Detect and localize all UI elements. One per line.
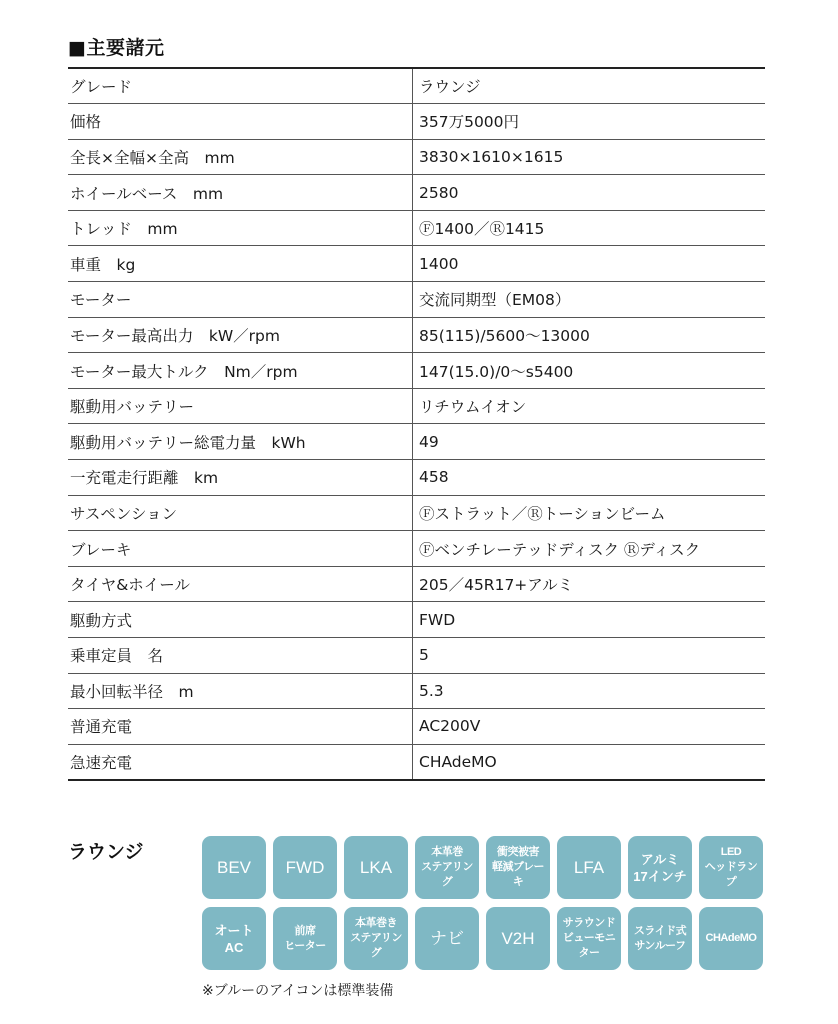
page-title: ■主要諸元 [68, 37, 165, 59]
equipment-badge-icon [415, 836, 479, 899]
equipment-badge-label: LKA [359, 857, 393, 877]
spec-value: 3830×1610×1615 [413, 139, 766, 175]
spec-label: ブレーキ [68, 531, 413, 567]
spec-row [68, 353, 765, 389]
spec-value: 147(15.0)/0〜s5400 [413, 353, 766, 389]
spec-value: ラウンジ [413, 68, 766, 104]
spec-row [68, 388, 765, 424]
equipment-badge-icon [415, 907, 479, 970]
spec-value: 5 [413, 638, 766, 674]
spec-label: 駆動方式 [68, 602, 413, 638]
equipment-badge-icon [273, 907, 337, 970]
spec-label: 急速充電 [68, 744, 413, 780]
equipment-badge-label: ナビ [430, 928, 464, 948]
equipment-badge-icon [344, 907, 408, 970]
equipment-badge-icon [557, 907, 621, 970]
equipment-badge-icon [699, 907, 763, 970]
equipment-badge-icon [628, 836, 692, 899]
spec-label: 普通充電 [68, 709, 413, 745]
spec-label: モーター最大トルク Nm／rpm [68, 353, 413, 389]
spec-row [68, 246, 765, 282]
spec-label: トレッド mm [68, 210, 413, 246]
spec-row [68, 709, 765, 745]
spec-row [68, 104, 765, 140]
equipment-badge-icon [699, 836, 763, 899]
equipment-badge-label: 衝突被害 軽減ブレーキ [491, 846, 545, 888]
spec-row [68, 638, 765, 674]
spec-label: タイヤ&ホイール [68, 566, 413, 602]
equipment-badge-label: 前席 ヒーター [284, 924, 326, 952]
spec-row [68, 175, 765, 211]
spec-label: モーター最高出力 kW／rpm [68, 317, 413, 353]
spec-value: 85(115)/5600〜13000 [413, 317, 766, 353]
spec-value: 205／45R17+アルミ [413, 566, 766, 602]
spec-value: AC200V [413, 709, 766, 745]
equipment-badge-label: LED ヘッドランプ [704, 846, 758, 888]
equipment-badge-label: LFA [573, 857, 605, 877]
spec-value: Ⓕ1400／Ⓡ1415 [413, 210, 766, 246]
spec-value: 357万5000円 [413, 104, 766, 140]
spec-value: リチウムイオン [413, 388, 766, 424]
spec-label: モーター [68, 282, 413, 318]
equipment-badge-icon [273, 836, 337, 899]
equipment-badge-label: FWD [285, 857, 325, 877]
spec-row [68, 282, 765, 318]
grade-name: ラウンジ [68, 841, 144, 863]
equipment-badge-label: CHAdeMO [705, 932, 757, 944]
equipment-badge-label: アルミ 17インチ [633, 851, 687, 884]
spec-value: FWD [413, 602, 766, 638]
spec-value: 1400 [413, 246, 766, 282]
equipment-badge-icon [486, 836, 550, 899]
spec-value: CHAdeMO [413, 744, 766, 780]
equipment-badge-icon [202, 836, 266, 899]
spec-label: サスペンション [68, 495, 413, 531]
spec-row [68, 317, 765, 353]
spec-label: 価格 [68, 104, 413, 140]
spec-label: 乗車定員 名 [68, 638, 413, 674]
legend-note: ※ブルーのアイコンは標準装備 [202, 983, 394, 999]
spec-value: 交流同期型（EM08） [413, 282, 766, 318]
equipment-badge-label: 本革巻 ステアリング [421, 846, 473, 888]
equipment-badge-label: BEV [216, 857, 252, 877]
spec-label: ホイールベース mm [68, 175, 413, 211]
equipment-badge-icon [486, 907, 550, 970]
spec-row [68, 744, 765, 780]
equipment-badge-icon [557, 836, 621, 899]
equipment-badge-label: V2H [501, 928, 535, 948]
spec-row [68, 139, 765, 175]
spec-label: 駆動用バッテリー総電力量 kWh [68, 424, 413, 460]
spec-value: 2580 [413, 175, 766, 211]
spec-label: 車重 kg [68, 246, 413, 282]
spec-row [68, 673, 765, 709]
equipment-badge-label: サラウンド ビューモニター [562, 917, 616, 959]
spec-row [68, 602, 765, 638]
spec-value: Ⓕストラット／Ⓡトーションビーム [413, 495, 766, 531]
spec-value: 49 [413, 424, 766, 460]
spec-value: 5.3 [413, 673, 766, 709]
equipment-badge-icon [628, 907, 692, 970]
spec-row [68, 424, 765, 460]
spec-row [68, 460, 765, 496]
spec-value: Ⓕベンチレーテッドディスク Ⓡディスク [413, 531, 766, 567]
spec-label: 一充電走行距離 km [68, 460, 413, 496]
spec-label: 全長×全幅×全高 mm [68, 139, 413, 175]
equipment-badge-label: 本革巻き ステアリング [350, 917, 402, 959]
spec-label: 駆動用バッテリー [68, 388, 413, 424]
spec-label: グレード [68, 68, 413, 104]
equipment-badge-icon [344, 836, 408, 899]
spec-label: 最小回転半径 m [68, 673, 413, 709]
spec-row [68, 68, 765, 104]
spec-value: 458 [413, 460, 766, 496]
spec-row [68, 210, 765, 246]
equipment-icon-grid [202, 836, 768, 970]
equipment-badge-label: オート AC [214, 922, 254, 955]
spec-table [68, 67, 765, 781]
spec-row [68, 531, 765, 567]
equipment-badge-label: スライド式 サンルーフ [633, 924, 687, 952]
equipment-badge-icon [202, 907, 266, 970]
spec-row [68, 566, 765, 602]
spec-row [68, 495, 765, 531]
